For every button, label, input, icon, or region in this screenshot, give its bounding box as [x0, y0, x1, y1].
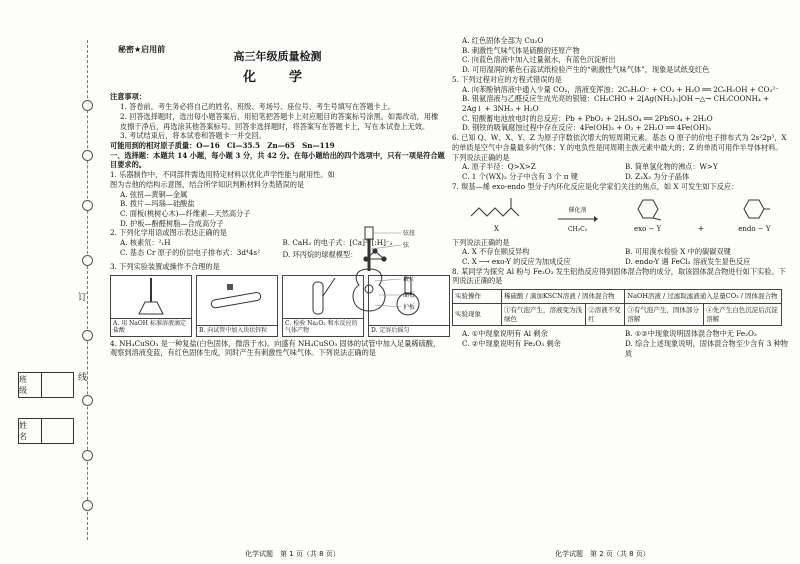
- q6-option-c: C. 1 个(WX)₂ 分子中含有 3 个 π 键: [462, 172, 578, 182]
- note-item: 2. 回答选择题时，选出每小题答案后，用铅笔把答题卡上对应题目的答案标号涂黑。如需改动，用橡皮擦干净后，再选涂其他答案标号。回答非选择题时，将答案写在答题卡上，写在本试卷上无效。: [120, 111, 439, 131]
- binding-hole: [82, 200, 93, 211]
- q8-option-b: B. ①②中现象说明固体混合物中无 Fe₂O₃: [625, 329, 757, 339]
- guitar-label: 面板: [403, 292, 416, 299]
- page-footer-left: 化学试题 第 1 页（共 8 页）: [245, 550, 340, 558]
- q7-option-b: B. 可用溴水检验 X 中的碳碳双键: [625, 247, 731, 257]
- notes-heading: 注意事项：: [110, 92, 146, 102]
- titration-apparatus-icon: [111, 276, 191, 318]
- q3-option-a-figure: [110, 275, 192, 337]
- exam-title: 高三年级质量检测: [233, 50, 322, 63]
- test-tube-zinc-icon: [197, 276, 277, 318]
- binding-margin: [0, 0, 112, 564]
- q4-option-c: C. 向蓝色溶液中加入过量氨水，有蓝色沉淀析出: [462, 55, 616, 65]
- q2-option-a: A. 核素氘：²₁H: [120, 238, 171, 248]
- guitar-label: 弦扭: [403, 230, 416, 237]
- arrow-icon: [558, 216, 598, 222]
- guitar-figure: [335, 225, 445, 315]
- q8-option-a: A. ①中现象说明有 Al 剩余: [462, 329, 548, 339]
- q7-option-a: A. X 不存在顺反异构: [462, 247, 530, 257]
- q6-option-b: B. 简单氢化物的沸点：W>Y: [625, 162, 718, 172]
- q3-option-b-figure: [196, 275, 278, 337]
- guitar-label: 护板: [403, 304, 416, 311]
- q7-stem: 7. 羰基—烯 exo-endo 型分子内环化反应是化学家们关注的焦点，如 X 可发生如下反应：: [452, 181, 739, 191]
- molecule-exo-y: exo − Y: [631, 196, 665, 235]
- name-label: 姓 名: [19, 419, 42, 443]
- guitar-icon: [335, 225, 445, 315]
- binding-hole: [82, 150, 93, 161]
- q1-option-b: B. 拨片—玛瑙—硅酸盐: [120, 199, 195, 209]
- binding-hole: [82, 330, 93, 341]
- q6-option-a: A. 原子半径：Q>X>Z: [462, 162, 536, 172]
- q8-observation: ①有气泡产生，溶液变为浅绿色: [502, 303, 586, 326]
- right-column: [452, 36, 788, 359]
- q5-option-c: C. 铅酸蓄电池放电时的总反应：Pb + PbO₂ + 2H₂SO₄ ══ 2PbSO₄ + 2H₂O: [462, 113, 713, 123]
- q6-stem: 6. 已知 Q、W、X、Y、Z 为原子序数依次增大的短周期元素。基态 Q 原子的价电子排布式为 2s²2p³，X 的单质是空气中含量最多的气体；Y 的电负性是同周期主族元素中最大的；Z 的单质可用作半导体材料。下列说法正确的是: [452, 133, 787, 162]
- q1-option-a: A. 弦扭—黄铜—金属: [120, 189, 188, 199]
- atomic-mass: 可能用到的相对原子质量：O—16 Cl—35.5 Zn—65 Sn—119: [110, 140, 335, 150]
- table-row-label: 实验现象: [453, 303, 502, 326]
- binding-hole: [82, 100, 93, 111]
- section-heading: 一、选择题：本题共 14 小题，每小题 3 分，共 42 分。在每小题给出的四个选项中，只有一项是符合题目要求的。: [110, 150, 445, 170]
- plus-sign: +: [697, 223, 705, 233]
- q6-option-d: D. Z₂X₂ 为分子晶体: [625, 172, 690, 182]
- q8-left-operation: 稀硫酸 / 滴加KSCN溶液 / 固体混合物: [502, 290, 625, 304]
- subject-title: 化 学: [242, 69, 312, 85]
- cut-char: 线: [78, 373, 88, 383]
- q1-option-d: D. 护板—酚醛树脂—合成高分子: [120, 218, 224, 228]
- molecule-x: X: [469, 196, 525, 235]
- binding-hole: [82, 500, 93, 511]
- q1-option-c: C. 面板(桃树心木)—纤维素—天然高分子: [120, 209, 251, 219]
- molecule-x-icon: [469, 196, 525, 222]
- binding-hole: [82, 255, 93, 266]
- q2-option-b: B. CaH₂ 的电子式：[Ca]²⁺[:H]⁻₂: [282, 238, 393, 248]
- q8-option-d: D. 综合上述现象说明，固体混合物至少含有 3 种物质: [625, 339, 788, 358]
- q8-observation: ③有气泡产生，固体部分溶解: [625, 303, 704, 326]
- q7-lead: 下列说法正确的是: [452, 237, 510, 247]
- q4-option-a: A. 红色固体全部为 Cu₂O: [462, 36, 544, 45]
- table-row-label: 实验操作: [453, 290, 502, 304]
- q8-experiment-table: [452, 289, 782, 326]
- q3-option-c: C. 检验 Na₂O₂ 和水反应的气体产物: [283, 318, 363, 335]
- q1-stem: 1. 乐器制作中，不同部件需选用特定材料以优化声学性能与耐用性。如图为吉他的结构示意图，结合所学知识判断材料分类错误的是: [110, 170, 335, 189]
- q8-stem: 8. 某同学为探究 Al 粉与 Fe₂O₃ 发生铝热反应得到固体混合物的成分，取该固体混合物进行如下实验。下列说法正确的是: [452, 266, 786, 286]
- q2-option-d: D. 环丙烷的球棍模型：: [283, 248, 446, 262]
- binding-hole: [82, 450, 93, 461]
- cut-char: 订: [78, 293, 88, 303]
- molecule-endo-y-icon: [737, 196, 771, 222]
- q2-stem: 2. 下列化学用语或图示表达正确的是: [110, 228, 227, 238]
- q5-option-d: D. 钢铁的吸氧腐蚀过程中存在反应：4Fe(OH)₂ + O₂ + 2H₂O ══ 4Fe(OH)₃: [462, 123, 711, 133]
- page-footer-right: 化学试题 第 2 页（共 8 页）: [555, 550, 650, 558]
- q3-stem: 3. 下列实验装置或操作不合理的是: [110, 261, 220, 271]
- q8-observation: ④先产生白色沉淀后沉淀溶解: [704, 303, 782, 326]
- guitar-label: 弦: [403, 242, 410, 249]
- note-item: 1. 答卷前，考生务必将自己的姓名、班级、考场号、座位号、考生号填写在答题卡上。: [120, 102, 396, 112]
- q4-option-b: B. 刺激性气味气体是硫酸的还原产物: [462, 45, 580, 55]
- q7-option-c: C. X ─→ exo-Y 的反应为加成反应: [462, 256, 571, 266]
- q7-option-d: D. endo-Y 遇 FeCl₃ 溶液发生显色反应: [625, 256, 751, 266]
- note-item: 3. 考试结束后，将本试卷和答题卡一并交回。: [120, 131, 266, 141]
- q4-stem: 4. NH₄CuSO₃ 是一种复盐(白色固体，微溶于水)。向盛有 NH₄CuSO₃ 固体的试管中加入足量稀硫酸，观察到溶液变蓝，有红色固体生成，同时产生有刺激性气味气体。下列说法正确的是: [110, 338, 441, 358]
- name-field[interactable]: [18, 418, 74, 444]
- q8-observation: ②溶液不变红: [586, 303, 625, 326]
- q5-option-a: A. 向苯酚钠溶液中通入少量 CO₂，溶液变浑浊：2C₆H₅O⁻ + CO₂ + H₂O ══ 2C₆H₅OH + CO₃²⁻: [462, 84, 780, 94]
- q3-option-d: D. 定容后摇匀: [369, 325, 449, 335]
- q7-reaction-scheme: [452, 195, 788, 235]
- q5-option-b: B. 银氨溶液与乙醛反应生成光亮的银镜：CH₃CHO + 2[Ag(NH₃)₂]OH ─△→ CH₃COONH₄ + 2Ag↓ + 3NH₃ + H₂O: [462, 94, 770, 114]
- q8-right-operation: NaOH溶液 / 过滤取滤液通入足量CO₂ / 固体混合物: [625, 290, 782, 304]
- molecule-endo-y: endo − Y: [737, 196, 771, 235]
- q2-option-c: C. 基态 Cr 原子的价层电子排布式：3d⁴4s²: [120, 247, 260, 257]
- question-4: [110, 339, 445, 358]
- q4-option-d: D. 可用湿润的紫色石蕊试纸检验产生的“刺激性气味气体”，现象是试纸变红色: [462, 65, 710, 75]
- binding-hole: [82, 395, 93, 406]
- q5-stem: 5. 下列过程对应的方程式错误的是: [452, 74, 562, 84]
- reaction-arrow: 催化剂 CH₃C₂: [558, 206, 598, 234]
- q8-option-c: C. ②中现象说明有 Fe₂O₃ 剩余: [462, 339, 561, 349]
- molecule-exo-y-icon: [631, 196, 665, 222]
- question-1: [110, 170, 335, 228]
- cut-line: [87, 40, 88, 540]
- q3-option-b: B. 向试管中加入块状锌粒: [197, 325, 277, 335]
- q3-option-a: A. 用 NaOH 标准溶液滴定盐酸: [111, 318, 191, 335]
- guitar-label: 拨片: [403, 276, 416, 283]
- class-field[interactable]: [18, 372, 74, 398]
- class-label: 班 级: [19, 373, 42, 397]
- secret-mark: 秘密★启用前: [118, 45, 166, 54]
